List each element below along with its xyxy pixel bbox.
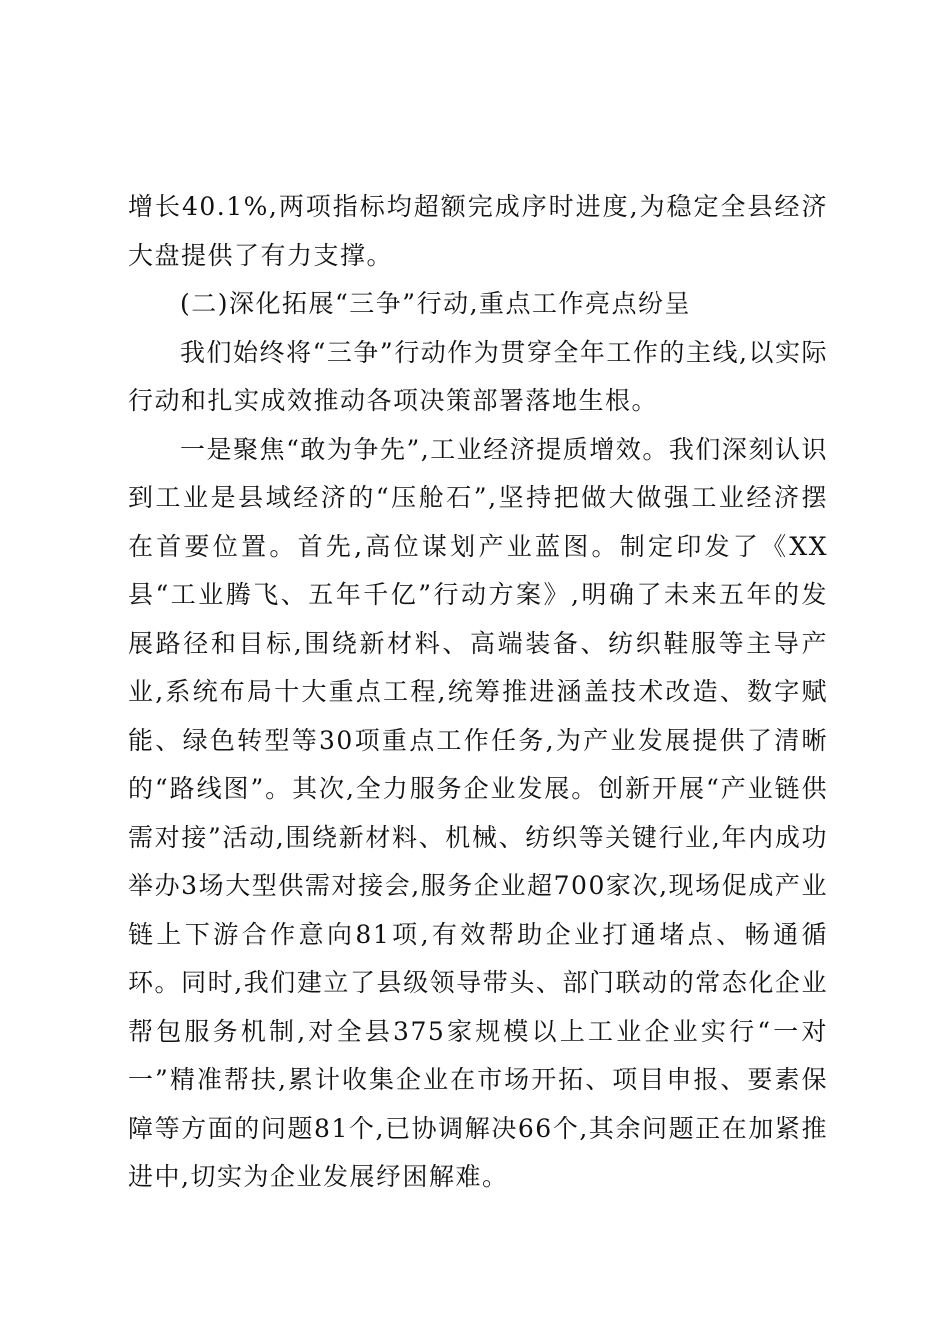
body-paragraph: 一是聚焦“敢为争先”,工业经济提质增效。我们深刻认识到工业是县域经济的“压舱石”,坚持把做大做强工业经济摆在首要位置。首先,高位谋划产业蓝图。制定印发了《XX县“工业腾飞、五年千亿”行动方案》,明确了未来五年的发展路径和目标,围绕新材料、高端装备、纺织鞋服等主导产业,系统布局十大重点工程,统筹推进涵盖技术改造、数字赋能、绿色转型等30项重点工作任务,为产业发展提供了清晰的“路线图”。其次,全力服务企业发展。创新开展“产业链供需对接”活动,围绕新材料、机械、纺织等关键行业,年内成功举办3场大型供需对接会,服务企业超700家次,现场促成产业链上下游合作意向81项,有效帮助企业打通堵点、畅通循环。同时,我们建立了县级领导带头、部门联动的常态化企业帮包服务机制,对全县375家规模以上工业企业实行“一对一”精准帮扶,累计收集企业在市场开拓、项目申报、要素保障等方面的问题81个,已协调解决66个,其余问题正在加紧推进中,切实为企业发展纾困解难。	[128, 434, 828, 1191]
section-heading: (二)深化拓展“三争”行动,重点工作亮点纷呈	[180, 289, 692, 318]
continuation-paragraph: 增长40.1%,两项指标均超额完成序时进度,为稳定全县经济大盘提供了有力支撑。	[128, 192, 828, 270]
document-body	[128, 183, 828, 1202]
intro-paragraph: 我们始终将“三争”行动作为贯穿全年工作的主线,以实际行动和扎实成效推动各项决策部署落地生根。	[128, 337, 828, 415]
